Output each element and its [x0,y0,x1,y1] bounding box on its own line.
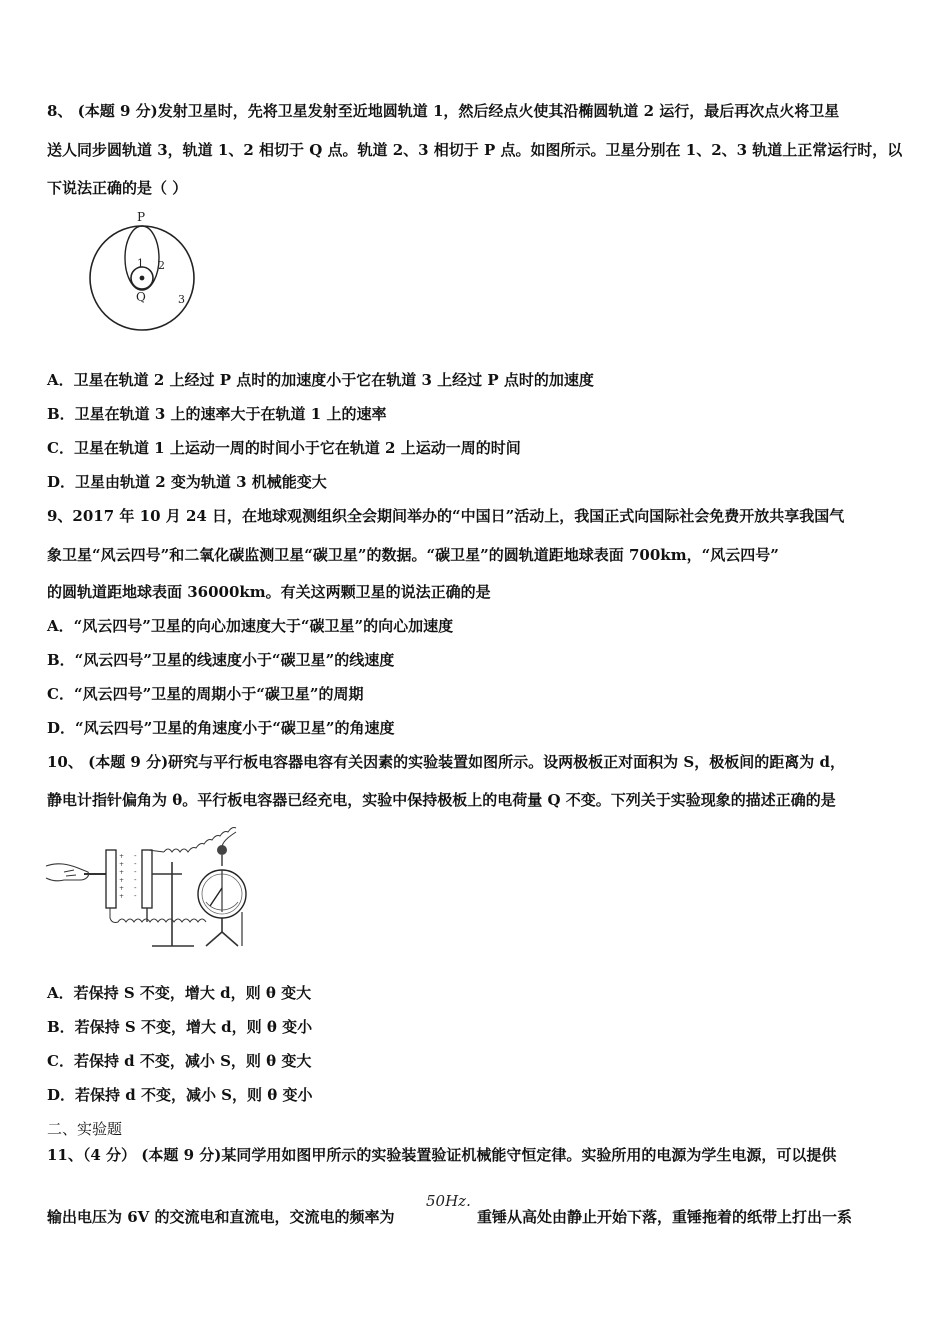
q9-option-d: D．“风云四号”卫星的角速度小于“碳卫星”的角速度 [47,719,395,737]
q11-line-1: 11、（4 分） (本题 9 分)某同学用如图甲所示的实验装置验证机械能守恒定律。实验所用的电源为学生电源，可以提供 [47,1146,837,1164]
q11-line-2a: 输出电压为 6V 的交流电和直流电，交流电的频率为 [47,1208,395,1226]
minus-charges [134,852,137,900]
label-1: 1 [137,257,144,270]
q9-line-3: 的圆轨道距地球表面 36000km。有关这两颗卫星的说法正确的是 [47,583,491,601]
frequency-formula: 50Hz. [426,1192,471,1210]
earth-dot [140,276,145,281]
q10-line-2: 静电计指针偏角为 θ。平行板电容器已经充电，实验中保持极板上的电荷量 Q 不变。下列关于实验现象的描述正确的是 [47,791,836,809]
q9-line-2: 象卫星“风云四号”和二氧化碳监测卫星“碳卫星”的数据。“碳卫星”的圆轨道距地球表面 700km，“风云四号” [47,546,779,564]
label-3: 3 [178,293,185,306]
svg-text:+: + [119,869,125,876]
orbit-diagram [82,208,206,338]
q10-line-1: 10、 (本题 9 分)研究与平行板电容器电容有关因素的实验装置如图所示。设两极板正对面积为 S，极板间的距离为 d， [47,753,845,771]
q9-option-c: C．“风云四号”卫星的周期小于“碳卫星”的周期 [47,685,364,703]
section-2-title: 二、实验题 [47,1120,123,1138]
q9-option-a: A．“风云四号”卫星的向心加速度大于“碳卫星”的向心加速度 [47,617,454,635]
svg-text:-: - [134,892,137,900]
q9-option-b: B．“风云四号”卫星的线速度小于“碳卫星”的线速度 [47,651,395,669]
plus-charges [119,853,124,900]
label-p: P [137,210,146,224]
label-q: Q [136,290,146,304]
svg-text:+: + [119,885,125,892]
svg-text:-: - [134,860,137,868]
svg-text:+: + [119,853,125,860]
q8-line-2: 送人同步圆轨道 3，轨道 1、2 相切于 Q 点。轨道 2、3 相切于 P 点。如图所示。卫星分别在 1、2、3 轨道上正常运行时，以 [47,141,903,159]
q8-line-3: 下说法正确的是（ ） [47,179,188,197]
bottom-wire-coil [110,908,206,923]
q11-line-2b: 重锤从高处由静止开始下落，重锤拖着的纸带上打出一系 [477,1208,853,1226]
q10-option-b: B．若保持 S 不变，增大 d，则 θ 变小 [47,1018,313,1036]
svg-text:-: - [134,884,137,892]
left-plate [106,850,116,908]
q10-option-d: D．若保持 d 不变，减小 S，则 θ 变小 [47,1086,313,1104]
q9-line-1: 9、2017 年 10 月 24 日，在地球观测组织全会期间举办的“中国日”活动上，我国正式向国际社会免费开放共享我国气 [47,507,845,525]
label-2: 2 [158,259,165,272]
svg-text:-: - [134,852,137,860]
q8-option-b: B．卫星在轨道 3 上的速率大于在轨道 1 上的速率 [47,405,387,423]
electroscope-knob [217,845,227,855]
svg-text:-: - [134,876,137,884]
svg-text:-: - [134,868,137,876]
top-wire-to-knob [222,832,236,846]
q8-line-1: 8、 (本题 9 分)发射卫星时，先将卫星发射至近地圆轨道 1，然后经点火使其沿椭圆轨道 2 运行，最后再次点火将卫星 [47,102,840,120]
q8-option-a: A．卫星在轨道 2 上经过 P 点时的加速度小于它在轨道 3 上经过 P 点时的加速度 [47,371,594,389]
electroscope-tripod [206,932,238,946]
svg-text:+: + [119,877,125,884]
hand-fingers [64,870,76,876]
right-plate [142,850,152,908]
svg-text:+: + [119,893,125,900]
q8-option-d: D．卫星由轨道 2 变为轨道 3 机械能变大 [47,473,327,491]
hand-outline [46,864,89,881]
q8-option-c: C．卫星在轨道 1 上运动一周的时间小于它在轨道 2 上运动一周的时间 [47,439,521,457]
q10-option-a: A．若保持 S 不变，增大 d，则 θ 变大 [47,984,312,1002]
q10-option-c: C．若保持 d 不变，减小 S，则 θ 变大 [47,1052,312,1070]
capacitor-apparatus-diagram [44,822,256,954]
svg-text:+: + [119,861,125,868]
